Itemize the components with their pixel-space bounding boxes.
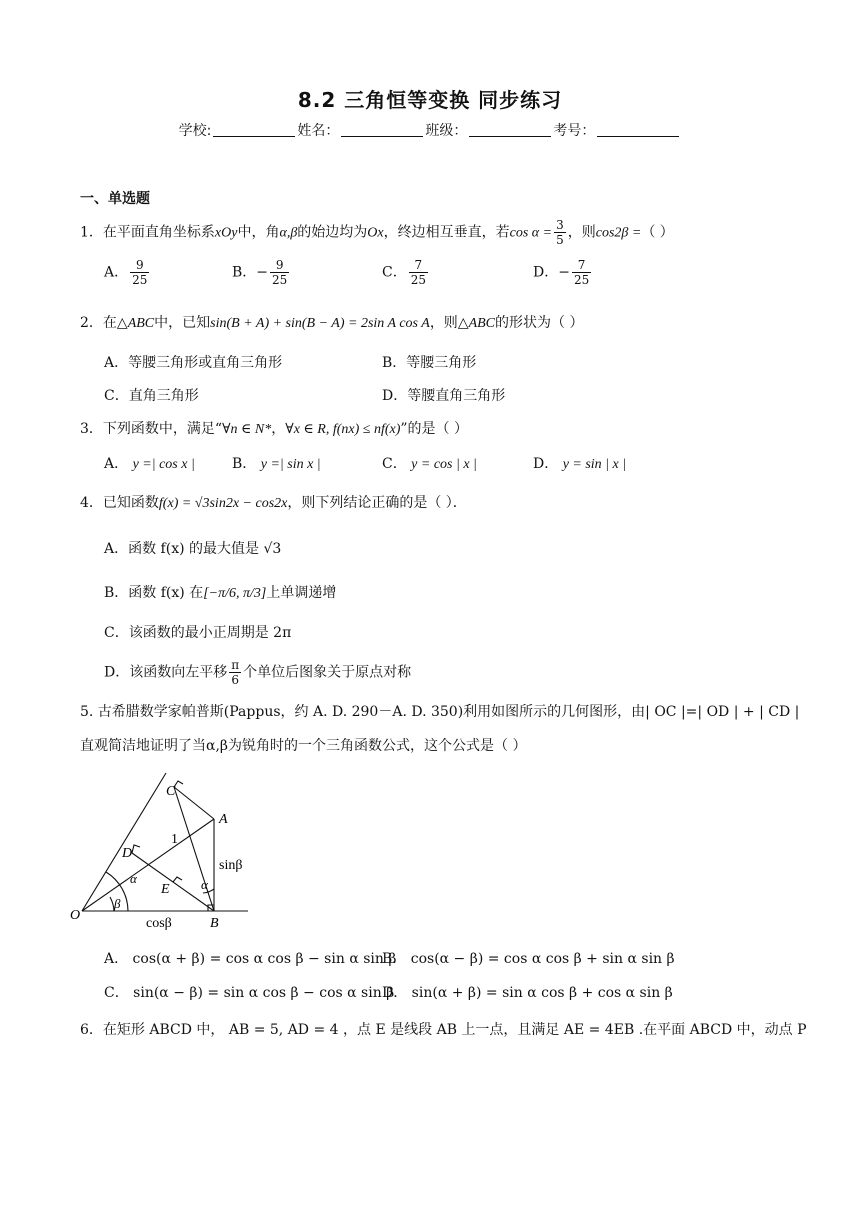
q2-option-a[interactable]: A．等腰三角形或直角三角形 <box>104 355 283 371</box>
q3-option-b[interactable] <box>232 453 321 473</box>
q1-alpha-beta: α,β <box>279 225 298 241</box>
q5-option-a[interactable]: A． cos(α + β) = cos α cos β − sin α sin β <box>104 951 397 967</box>
option-text: 上单调递增 <box>266 585 337 601</box>
numerator: 7 <box>409 258 428 273</box>
denominator: 25 <box>410 273 426 287</box>
option-sign: − <box>256 264 269 281</box>
label-e: E <box>161 882 170 897</box>
q4-option-d[interactable] <box>104 658 411 687</box>
right-angle-c <box>174 781 183 787</box>
q3-option-c[interactable] <box>382 453 477 473</box>
option-label: C． <box>382 456 407 472</box>
answer-paren: （ ） <box>641 224 674 241</box>
q1-option-a[interactable] <box>104 258 151 287</box>
option-expr: y = sin | x | <box>562 457 627 472</box>
q3-option-a[interactable] <box>104 453 195 473</box>
label-alpha: α <box>130 871 137 886</box>
option-sign: − <box>558 264 570 281</box>
question-5-line-2: 直观简洁地证明了当α,β为锐角时的一个三角函数公式，这个公式是（ ） <box>80 738 527 754</box>
exam-no-blank[interactable] <box>597 136 679 137</box>
q3-text: ”的是（ ） <box>400 421 468 437</box>
q2-text: ，则 <box>429 315 458 331</box>
option-fraction <box>130 258 149 287</box>
option-fraction <box>270 258 289 287</box>
q2-option-b[interactable]: B．等腰三角形 <box>382 355 477 371</box>
option-label: B． <box>232 456 257 472</box>
name-blank[interactable] <box>341 136 423 137</box>
numerator: 9 <box>130 258 149 273</box>
q1-text: 在平面直角坐标系 <box>102 224 215 241</box>
line-ca <box>174 787 214 819</box>
student-info-line <box>0 120 860 140</box>
question-number: 3． <box>80 421 103 437</box>
right-angle-e <box>173 877 182 882</box>
q2-text: 中，已知 <box>154 315 211 331</box>
option-label: A． <box>104 456 129 472</box>
label-c: C <box>166 784 176 799</box>
right-angle-d <box>132 845 140 853</box>
label-one: 1 <box>171 832 178 847</box>
option-label: C． <box>382 264 407 281</box>
section-heading: 一、单选题 <box>80 191 150 207</box>
q1-text: ，终边相互垂直，若 <box>383 224 510 241</box>
option-text: D．该函数向左平移 <box>104 664 228 681</box>
label-beta: β <box>114 896 121 911</box>
q1-option-b[interactable] <box>232 258 291 287</box>
q2-option-d[interactable]: D．等腰直角三角形 <box>382 388 506 404</box>
line-oc <box>82 773 166 911</box>
q4-option-c[interactable]: C．该函数的最小正周期是 2π <box>104 625 292 641</box>
q3-condition: ∀x ∈ R, f(nx) ≤ nf(x) <box>285 422 401 437</box>
q1-fraction <box>554 218 566 247</box>
q1-cos-alpha: cos α = <box>509 225 553 241</box>
q1-text: 的始边均为 <box>297 224 368 241</box>
numerator: 7 <box>572 258 591 273</box>
q4-interval: [−π/6, π/3] <box>203 586 267 601</box>
option-fraction <box>572 258 591 287</box>
label-sinbeta: sinβ <box>219 858 243 873</box>
denominator: 25 <box>272 273 288 287</box>
q4-formula: f(x) = √3sin2x − cos2x <box>158 496 288 511</box>
q3-option-d[interactable] <box>533 453 626 473</box>
label-cosbeta: cosβ <box>146 916 172 931</box>
numerator: 9 <box>270 258 289 273</box>
q5-option-c[interactable]: C． sin(α − β) = sin α cos β − cos α sin β <box>104 985 395 1001</box>
class-blank[interactable] <box>469 136 551 137</box>
label-b: B <box>210 916 219 931</box>
q4-option-b[interactable] <box>104 582 336 602</box>
name-label: 姓名： <box>297 123 340 139</box>
q3-text: 下列函数中，满足“ <box>102 421 223 437</box>
option-expr: y = cos | x | <box>411 457 477 472</box>
question-3-stem <box>80 418 468 438</box>
q3-condition: ∀n ∈ N* <box>222 422 272 437</box>
question-2-stem <box>80 312 583 332</box>
option-label: A． <box>104 264 129 281</box>
option-expr: y =| sin x | <box>260 457 321 472</box>
option-text: B．函数 f(x) 在 <box>104 585 204 601</box>
option-label: D． <box>533 456 559 472</box>
q4-fraction <box>229 658 241 687</box>
question-number: 4． <box>80 495 103 511</box>
q1-text: ，则 <box>567 224 596 241</box>
q4-option-a[interactable]: A．函数 f(x) 的最大值是 √3 <box>104 541 282 557</box>
q2-triangle: △ABC <box>457 316 496 331</box>
label-alpha2: α <box>201 877 208 892</box>
question-6-stem: 6．在矩形 ABCD 中， AB = 5, AD = 4 ，点 E 是线段 AB 上一点，且满足 AE = 4EB .在平面 ABCD 中，动点 P <box>80 1022 807 1038</box>
q4-text: ，则下列结论正确的是（ ）． <box>287 495 467 511</box>
label-o: O <box>70 908 81 923</box>
question-number: 1． <box>80 224 103 241</box>
option-label: D． <box>533 264 559 281</box>
denominator: 6 <box>231 673 239 687</box>
q2-option-c[interactable]: C．直角三角形 <box>104 388 199 404</box>
q1-xoy: xOy <box>214 225 238 241</box>
q2-triangle: △ABC <box>116 316 155 331</box>
page-title: 8.2 三角恒等变换 同步练习 <box>297 88 563 112</box>
question-4-stem <box>80 492 467 512</box>
q1-option-d[interactable] <box>533 258 593 287</box>
q1-cos2beta: cos2β = <box>595 225 642 241</box>
option-fraction <box>409 258 428 287</box>
numerator: π <box>231 658 240 672</box>
denominator: 25 <box>132 273 148 287</box>
denominator: 25 <box>573 273 590 287</box>
q4-text: 已知函数 <box>102 495 159 511</box>
q1-ox: Ox <box>367 225 384 241</box>
q1-text: 中，角 <box>237 224 280 241</box>
class-label: 班级： <box>425 123 468 139</box>
exam-no-label: 考号： <box>553 123 596 139</box>
denominator: 5 <box>556 233 564 247</box>
q5-option-b[interactable]: B． cos(α − β) = cos α cos β + sin α sin β <box>382 951 675 967</box>
q3-text: ， <box>271 421 286 437</box>
label-a: A <box>219 812 228 827</box>
q2-text: 在 <box>102 315 117 331</box>
question-5-line-1: 5. 古希腊数学家帕普斯(Pappus，约 A. D. 290－A. D. 350)利用如图所示的几何图形，由| OC |=| OD | + | CD | <box>80 704 800 720</box>
numerator: 3 <box>556 218 564 232</box>
q5-option-d[interactable]: D． sin(α + β) = sin α cos β + cos α sin β <box>382 985 673 1001</box>
q2-formula: sin(B + A) + sin(B − A) = 2sin A cos A <box>210 316 430 331</box>
label-d: D <box>122 846 133 861</box>
question-number: 2． <box>80 315 103 331</box>
school-label: 学校: <box>178 123 212 139</box>
option-text: 个单位后图象关于原点对称 <box>243 664 412 681</box>
q2-text: 的形状为（ ） <box>495 315 584 331</box>
option-label: B． <box>232 264 257 281</box>
option-expr: y =| cos x | <box>132 457 195 472</box>
question-1-stem <box>80 218 674 247</box>
school-blank[interactable] <box>213 136 295 137</box>
pappus-geometry-figure <box>70 765 260 935</box>
q1-option-c[interactable] <box>382 258 430 287</box>
